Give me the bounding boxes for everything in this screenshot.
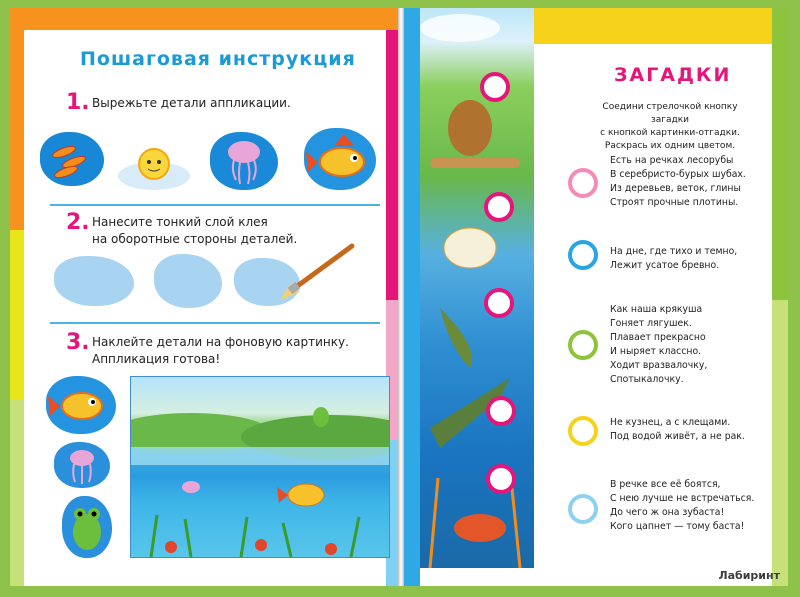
instruction-title: Пошаговая инструкция [80, 48, 356, 70]
intro-line: с кнопкой картинки-отгадки. [600, 128, 740, 138]
riddle-line: В серебристо-бурых шубах. [610, 169, 746, 180]
finished-application-scene [130, 376, 390, 558]
left-orange-strip [10, 30, 24, 230]
step-2-number: 2. [66, 210, 90, 235]
fishes-icon [40, 132, 104, 186]
riddle-line: С нею лучше не встречаться. [610, 493, 755, 504]
top-orange-strip [10, 8, 400, 30]
frog-cutout [62, 496, 112, 558]
riddle-line: Под водой живёт, а не рак. [610, 431, 745, 442]
left-page [10, 8, 400, 586]
step-3-text-line2: Аппликация готова! [92, 352, 221, 366]
riddle-3 [610, 303, 707, 387]
jellyfish-cutout-2 [54, 442, 110, 488]
intro-line: Соедини стрелочкой кнопку загадки [602, 102, 738, 125]
jellyfish-icon [210, 132, 278, 190]
logo-text: Лабиринт [718, 569, 780, 582]
riddle-line: Строят прочные плотины. [610, 197, 739, 208]
riddle-line: В речке все её боятся, [610, 479, 721, 490]
jellyfish-icon [54, 442, 110, 488]
riddle-5 [610, 478, 754, 534]
divider-2 [50, 322, 380, 324]
divider-1 [50, 204, 380, 206]
jellyfish-cutout [210, 132, 278, 190]
riddle-line: Спотыкалочку. [610, 374, 684, 385]
step-1-number: 1. [66, 90, 90, 115]
brush-icon [272, 240, 358, 304]
riddle-line: Есть на речках лесорубы [610, 155, 734, 166]
left-yellow-strip [10, 230, 24, 400]
right-edge-lightgreen-strip [772, 300, 788, 586]
step-3-text-line1: Наклейте детали на фоновую картинку. [92, 335, 349, 349]
riddle-line: Лежит усатое бревно. [610, 260, 720, 271]
right-top-yellow-strip [534, 8, 788, 44]
book-spread [10, 8, 788, 586]
fish-icon [46, 376, 116, 434]
riddle-button-3[interactable] [568, 330, 598, 360]
riddle-line: Плавает прекрасно [610, 332, 706, 343]
big-fish-cutout [304, 128, 376, 190]
river-animals-illustration [420, 8, 534, 568]
left-green-strip [10, 400, 24, 586]
riddle-4 [610, 416, 745, 444]
fish-cutout-small [40, 132, 104, 186]
step-2-text-line1: Нанесите тонкий слой клея [92, 215, 268, 229]
riddle-line: Гоняет лягушек. [610, 318, 692, 329]
step-3-number: 3. [66, 330, 90, 355]
fish-icon [304, 128, 376, 190]
riddle-button-5[interactable] [568, 494, 598, 524]
riddle-line: И ныряет классно. [610, 346, 702, 357]
riddle-button-4[interactable] [568, 416, 598, 446]
glue-shape-2 [154, 254, 222, 308]
book-spine [398, 8, 404, 586]
right-edge-green-strip [772, 8, 788, 300]
glue-shape-1 [54, 256, 134, 306]
riddle-button-1[interactable] [568, 168, 598, 198]
step-2-text-line2: на оборотные стороны деталей. [92, 232, 298, 246]
riddle-2 [610, 245, 737, 273]
riddle-line: Из деревьев, веток, глины [610, 183, 741, 194]
fish-cutout-2 [46, 376, 116, 434]
riddle-1 [610, 154, 746, 210]
underwater-scene-illustration [131, 377, 389, 557]
answer-button-catfish[interactable] [484, 288, 514, 318]
riddle-line: Ходит вразвалочку, [610, 360, 708, 371]
right-page [402, 8, 788, 586]
answer-button-crab[interactable] [486, 464, 516, 494]
river-picture [420, 8, 534, 568]
riddles-intro [590, 101, 750, 153]
riddle-line: Кого цапнет — тому баста! [610, 521, 745, 532]
answer-button-duck[interactable] [484, 192, 514, 222]
step-1-text: Вырежьте детали аппликации. [92, 96, 291, 110]
answer-button-pike[interactable] [486, 396, 516, 426]
frog-icon [62, 496, 112, 558]
answer-button-beaver[interactable] [480, 72, 510, 102]
sun-cloud-icon [114, 140, 194, 192]
riddle-button-2[interactable] [568, 240, 598, 270]
riddle-line: Не кузнец, а с клещами. [610, 417, 731, 428]
right-page-blue-strip [402, 8, 420, 586]
riddles-title: ЗАГАДКИ [614, 64, 732, 86]
intro-line: Раскрась их одним цветом. [604, 141, 736, 151]
riddle-line: Как наша крякуша [610, 304, 703, 315]
labirint-logo [718, 569, 780, 582]
riddle-line: На дне, где тихо и темно, [610, 246, 738, 257]
riddle-line: До чего ж она зубаста! [610, 507, 725, 518]
